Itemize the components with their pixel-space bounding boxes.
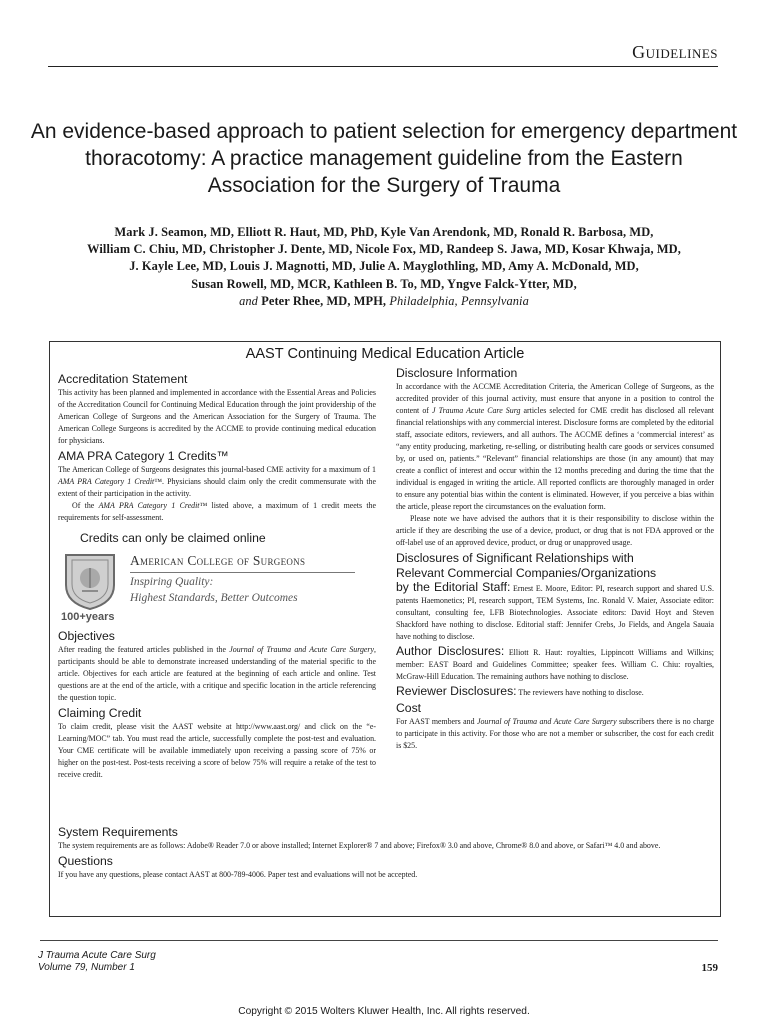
journal-citation [38, 950, 156, 974]
cost-text: For AAST members and Journal of Trauma and Acute Care Surgery subscribers there is no charge to participate in this activity. For those who are not a member or subscriber, the cost for each credit is $25. [396, 717, 714, 750]
copyright-notice: Copyright © 2015 Wolters Kluwer Health, Inc. All rights reserved. [238, 1006, 530, 1017]
journal-volume: Volume 79, Number 1 [38, 962, 135, 973]
acs-logo [58, 549, 376, 629]
claiming-credit-heading: Claiming Credit [58, 706, 142, 720]
author-disclosures: Author Disclosures: Elliott R. Haut: royalties, Lippincott Williams and Wilkins; member: EAST Board and Guidelines Committee; speaker fees. William C. Chiu: royalties, McGraw-Hill Education. The remaining authors have nothing to disclose. [396, 644, 714, 681]
author-list [30, 224, 738, 310]
accreditation-heading: Accreditation Statement [58, 372, 188, 386]
objectives-text: After reading the featured articles published in the Journal of Trauma and Acute Care Surgery, participants should be able to demonstrate increased understanding of the material specific to the article. Objectives for each article are featured at the beginning of each article and online. Test questions are at the end of the article, with a critique and specific location in the article referencing the question topic. [58, 645, 376, 702]
acs-name: American College of Surgeons [130, 553, 306, 568]
author-and: and [239, 293, 258, 308]
page-number: 159 [701, 962, 718, 974]
acs-tagline: Highest Standards, Better Outcomes [130, 592, 298, 604]
disclosure-info-heading: Disclosure Information [396, 366, 518, 380]
claiming-credit-text: To claim credit, please visit the AAST website at http://www.aast.org/ and click on the “e-Learning/MOC” tab. You must read the article, successfully complete the post-test and evaluation. Your CME certificate will be available immediately upon receiving a passing score of 75% or higher on the post-test. Post-tests receiving a score of below 75% will require a retake of the test to receive credit. [58, 722, 376, 779]
acs-tagline: Inspiring Quality: [130, 576, 214, 588]
acs-centennial: 100+years [61, 611, 115, 623]
cme-right-column [396, 366, 714, 752]
author-last: Peter Rhee, MD, MPH, [261, 293, 387, 308]
header-rule [48, 66, 718, 67]
reviewer-disclosures: Reviewer Disclosures: The reviewers have nothing to disclose. [396, 684, 644, 698]
objectives-heading: Objectives [58, 629, 115, 643]
author-location: Philadelphia, Pennsylvania [389, 293, 529, 308]
author-disclosures-heading: Author Disclosures: [396, 644, 505, 658]
cost-heading: Cost [396, 701, 422, 715]
disclosure-info-text: In accordance with the ACCME Accreditation Criteria, the American College of Surgeons, as the accredited provider of this journal activity, must ensure that anyone in a position to control the content of J Trauma Acute Care Surg articles selected for CME credit has disclosed all relevant financial relationships with any commercial interest. Disclosure forms are completed by the editorial staff, associate editors, reviewers, and all authors. The ACCME defines a ‘commercial interest’ as “any entity producing, marketing, re-selling, or distributing health care goods or services consumed by, or used on, patients.” “Relevant” financial relationships are those (in any amount) that may create a conflict of interest and occur within the 12 months preceding and during the time that the individual is engaged in writing the article. All reported conflicts are thoroughly managed in order to ensure any potential bias within the content is eliminated. However, if you perceive a bias within the article, please report the circumstances on the evaluation form. [396, 382, 715, 511]
reviewer-disclosures-heading: Reviewer Disclosures: [396, 684, 517, 698]
author-line [30, 293, 738, 310]
cme-bottom-section [58, 825, 718, 881]
footer-rule [40, 940, 718, 941]
editorial-staff-heading: by the Editorial Staff: [396, 580, 511, 594]
ama-heading: AMA PRA Category 1 Credits™ [58, 449, 229, 463]
questions-heading: Questions [58, 854, 113, 868]
ama-text: The American College of Surgeons designates this journal-based CME activity for a maximum of 1 AMA PRA Category 1 Credit™. Physicians should claim only the credit commensurate with the extent of their participation in the activity. [58, 465, 376, 498]
significant-relationships-heading: Disclosures of Significant Relationships with Relevant Commercial Companies/Organizations [396, 551, 657, 580]
author-line: J. Kayle Lee, MD, Louis J. Magnotti, MD, Julie A. Mayglothling, MD, Amy A. McDonald, MD, [129, 259, 639, 274]
section-heading: Guidelines [632, 42, 718, 62]
author-line: Susan Rowell, MD, MCR, Kathleen B. To, MD, Yngve Falck-Ytter, MD, [191, 276, 577, 291]
system-requirements-heading: System Requirements [58, 825, 178, 839]
accreditation-text: This activity has been planned and implemented in accordance with the Essential Areas and Policies of the Accreditation Council for Continuing Medical Education through the joint providership of the American College of Surgeons and the American Association for the Surgery of Trauma. The American College Surgeons is accredited by the ACCME to provide continuing medical education for physicians. [58, 388, 376, 445]
article-title: An evidence-based approach to patient selection for emergency department thoracotomy: A practice management guideline from the Eastern Association for the Surgery of Trauma [30, 120, 738, 197]
acs-rule [130, 572, 355, 573]
ama-self-assessment-text: Of the AMA PRA Category 1 Credit™ listed above, a maximum of 1 credit meets the requirements for self-assessment. [58, 501, 377, 522]
cme-box-title: AAST Continuing Medical Education Article [245, 346, 525, 362]
questions-text: If you have any questions, please contact AAST at 800-789-4006. Paper test and evaluations will not be accepted. [58, 870, 418, 879]
cme-left-column [58, 372, 376, 781]
claim-online-note: Credits can only be claimed online [80, 531, 266, 545]
system-requirements-text: The system requirements are as follows: Adobe® Reader 7.0 or above installed; Internet Explorer® 7 and above; Firefox® 3.0 and above, Chrome® 8.0 and above, or Safari™ 4.0 and above. [58, 841, 661, 850]
author-line: William C. Chiu, MD, Christopher J. Dente, MD, Nicole Fox, MD, Randeep S. Jawa, MD, Kosar Khwaja, MD, [87, 242, 681, 257]
editorial-disclosures: by the Editorial Staff: Ernest E. Moore, Editor: PI, research support and shared U.S. patents Haemonetics; PI, research support, TEM Systems, Inc. Ronald V. Maier, Associate editor: consultant, consulting fee, LFB Biotechnologies. Associate editors: David Hoyt and Steven Shackford have nothing to disclose. Editorial staff: Jennifer Crebs, Jo Fields, and Angela Sauaia have nothing to disclose. [396, 580, 714, 641]
cme-box [49, 341, 721, 917]
acs-seal-icon [62, 551, 118, 611]
off-label-note: Please note we have advised the authors that it is their responsibility to disclose within the article if they are describing the use of a device, product, or drug that is not FDA approved or the off-label use of an approved device, product, or drug or unapproved usage. [396, 514, 714, 547]
journal-name: J Trauma Acute Care Surg [38, 950, 156, 961]
author-line: Mark J. Seamon, MD, Elliott R. Haut, MD, PhD, Kyle Van Arendonk, MD, Ronald R. Barbosa, MD, [114, 225, 654, 239]
